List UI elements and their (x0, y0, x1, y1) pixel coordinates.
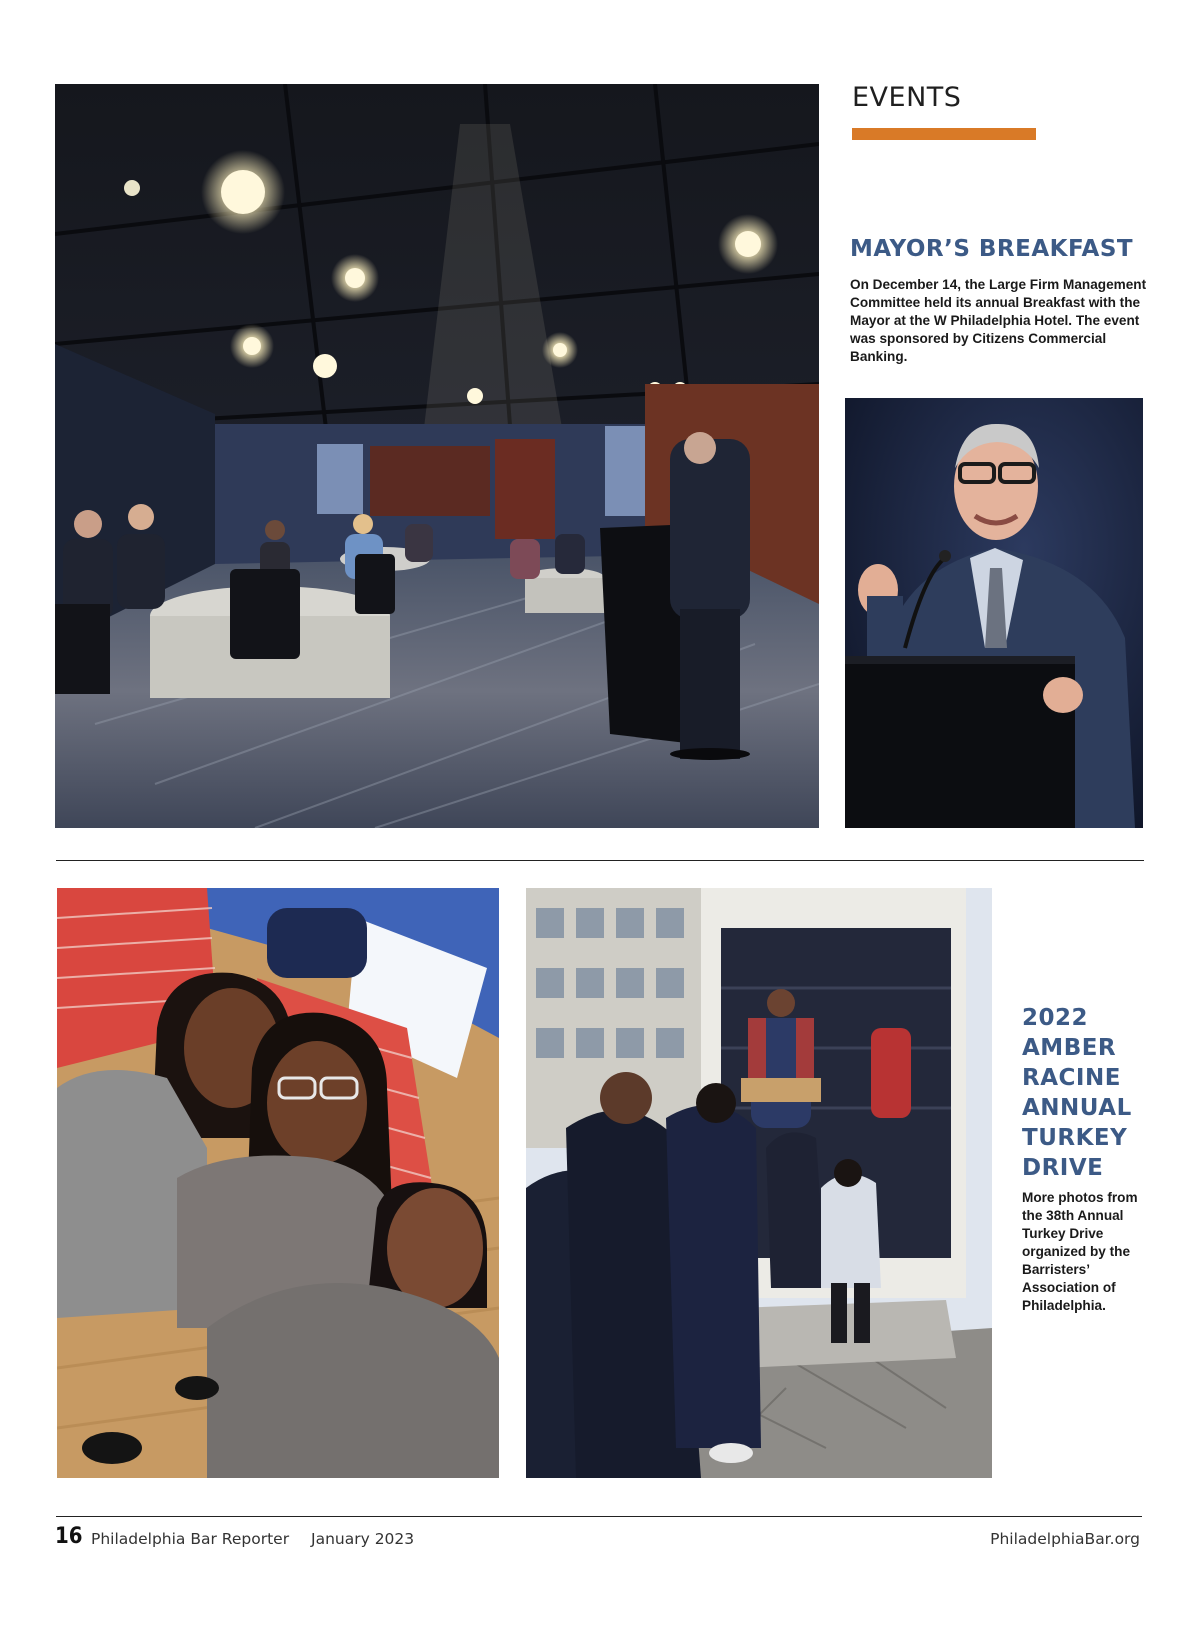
page-number: 16 (55, 1524, 83, 1549)
turkey-drive-title-line: 2022 (1022, 1005, 1089, 1031)
publication-name: Philadelphia Bar Reporter (91, 1530, 290, 1548)
mayors-breakfast-title: MAYOR’S BREAKFAST (850, 236, 1134, 262)
mayor-speaking-photo (845, 398, 1143, 828)
turkey-truck-photo (526, 888, 992, 1478)
section-label: EVENTS (852, 82, 962, 113)
mayors-breakfast-body: On December 14, the Large Firm Management Committee held its annual Breakfast with the Mayor at the W Philadelphia Hotel. The event was sponsored by Citizens Commercial Banking. (850, 277, 1147, 364)
turkey-drive-title (1022, 1003, 1192, 1183)
turkey-drive-title-line: RACINE (1022, 1065, 1121, 1091)
ballroom-event-photo (55, 84, 819, 828)
issue-date: January 2023 (311, 1530, 415, 1548)
turkey-drive-title-line: DRIVE (1022, 1155, 1104, 1181)
turkey-drive-title-line: TURKEY (1022, 1125, 1128, 1151)
turkey-drive-title-line: ANNUAL (1022, 1095, 1132, 1121)
volunteers-selfie-photo (57, 888, 499, 1478)
turkey-drive-title-line: AMBER (1022, 1035, 1117, 1061)
footer-rule (56, 1516, 1142, 1517)
turkey-drive-body: More photos from the 38th Annual Turkey Drive organized by the Barristers’ Association of Philadelphia. (1022, 1190, 1138, 1313)
section-accent-bar (852, 128, 1036, 140)
section-divider (56, 860, 1144, 861)
website-url: PhiladelphiaBar.org (990, 1530, 1140, 1548)
